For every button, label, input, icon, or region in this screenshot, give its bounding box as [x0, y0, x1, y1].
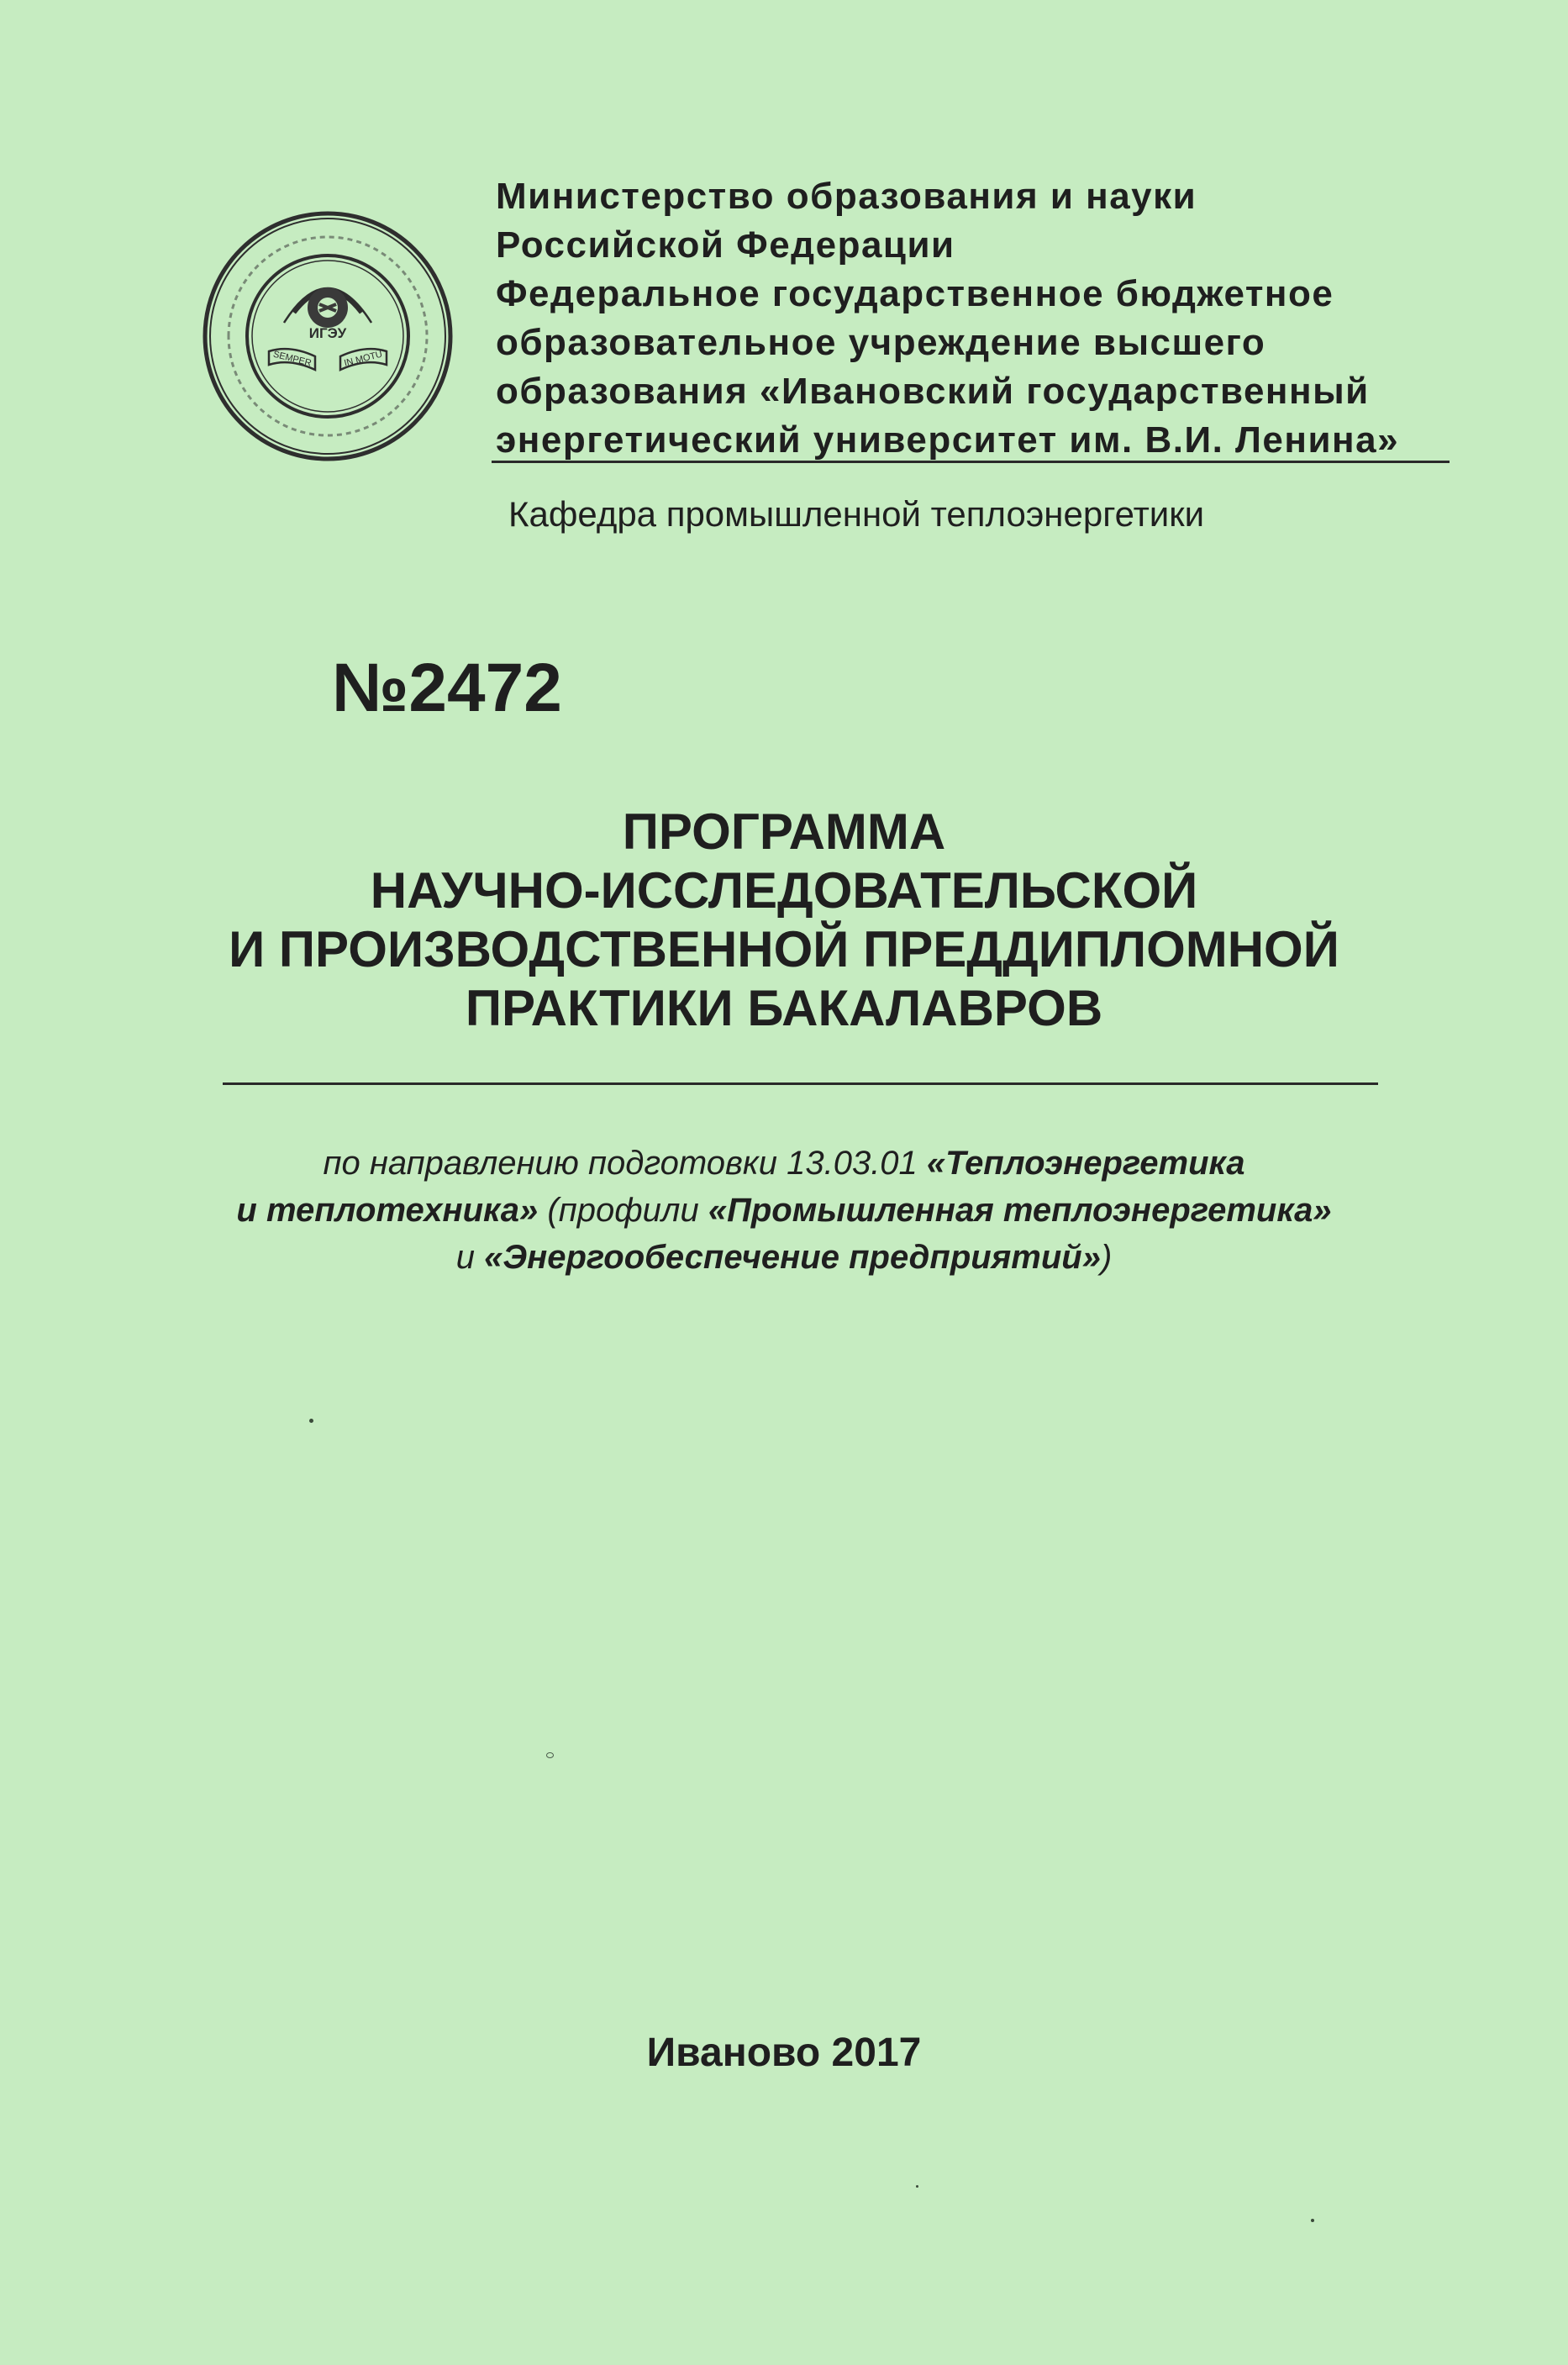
subtitle-text: и: [455, 1239, 485, 1276]
seal-ribbon-left: SEMPER: [271, 349, 313, 369]
city-year: Иваново 2017: [646, 2031, 922, 2075]
subtitle-line-3: [134, 1234, 1434, 1281]
header-line: Российской Федерации: [496, 224, 955, 266]
title-line: ПРОГРАММА: [622, 803, 946, 860]
subtitle-text: (профили: [538, 1192, 708, 1229]
header-line: образовательное учреждение высшего: [496, 322, 1266, 363]
document-number: №2472: [332, 650, 562, 726]
subtitle-text: ): [1100, 1239, 1113, 1276]
title-line: И ПРОИЗВОДСТВЕННОЙ ПРЕДДИПЛОМНОЙ: [229, 921, 1339, 977]
ministry-header: [496, 172, 1445, 465]
department-name: Кафедра промышленной теплоэнергетики: [508, 494, 1205, 534]
subtitle-emphasis: «Теплоэнергетика: [926, 1145, 1245, 1182]
title-divider: [223, 1082, 1378, 1085]
subtitle-text: по направлению подготовки 13.03.01: [323, 1145, 927, 1182]
subtitle-emphasis: «Энергообеспечение предприятий»: [484, 1239, 1101, 1276]
subtitle-emphasis: и теплотехника»: [236, 1192, 539, 1229]
header-line: Федеральное государственное бюджетное: [496, 273, 1334, 314]
subtitle-line-1: [134, 1140, 1434, 1187]
subtitle-emphasis: «Промышленная теплоэнергетика»: [708, 1192, 1332, 1229]
header-divider: [492, 461, 1450, 463]
title-line: ПРАКТИКИ БАКАЛАВРОВ: [465, 980, 1103, 1036]
subtitle-line-2: [134, 1187, 1434, 1234]
university-seal: [202, 210, 454, 462]
title-line: НАУЧНО-ИССЛЕДОВАТЕЛЬСКОЙ: [370, 862, 1198, 919]
document-title: [134, 803, 1434, 1038]
seal-emblem-text: ИГЭУ: [308, 325, 347, 341]
paper-speck: [916, 2185, 918, 2188]
header-line: Министерство образования и науки: [496, 176, 1197, 217]
paper-speck: [1311, 2219, 1314, 2222]
header-line: энергетический университет им. В.И. Ленина»: [496, 419, 1400, 461]
paper-speck: [309, 1419, 313, 1423]
program-direction: [134, 1140, 1434, 1281]
seal-ribbon-right: IN MOTU: [343, 349, 384, 369]
paper-speck: [546, 1752, 554, 1758]
header-line: образования «Ивановский государственный: [496, 371, 1370, 412]
